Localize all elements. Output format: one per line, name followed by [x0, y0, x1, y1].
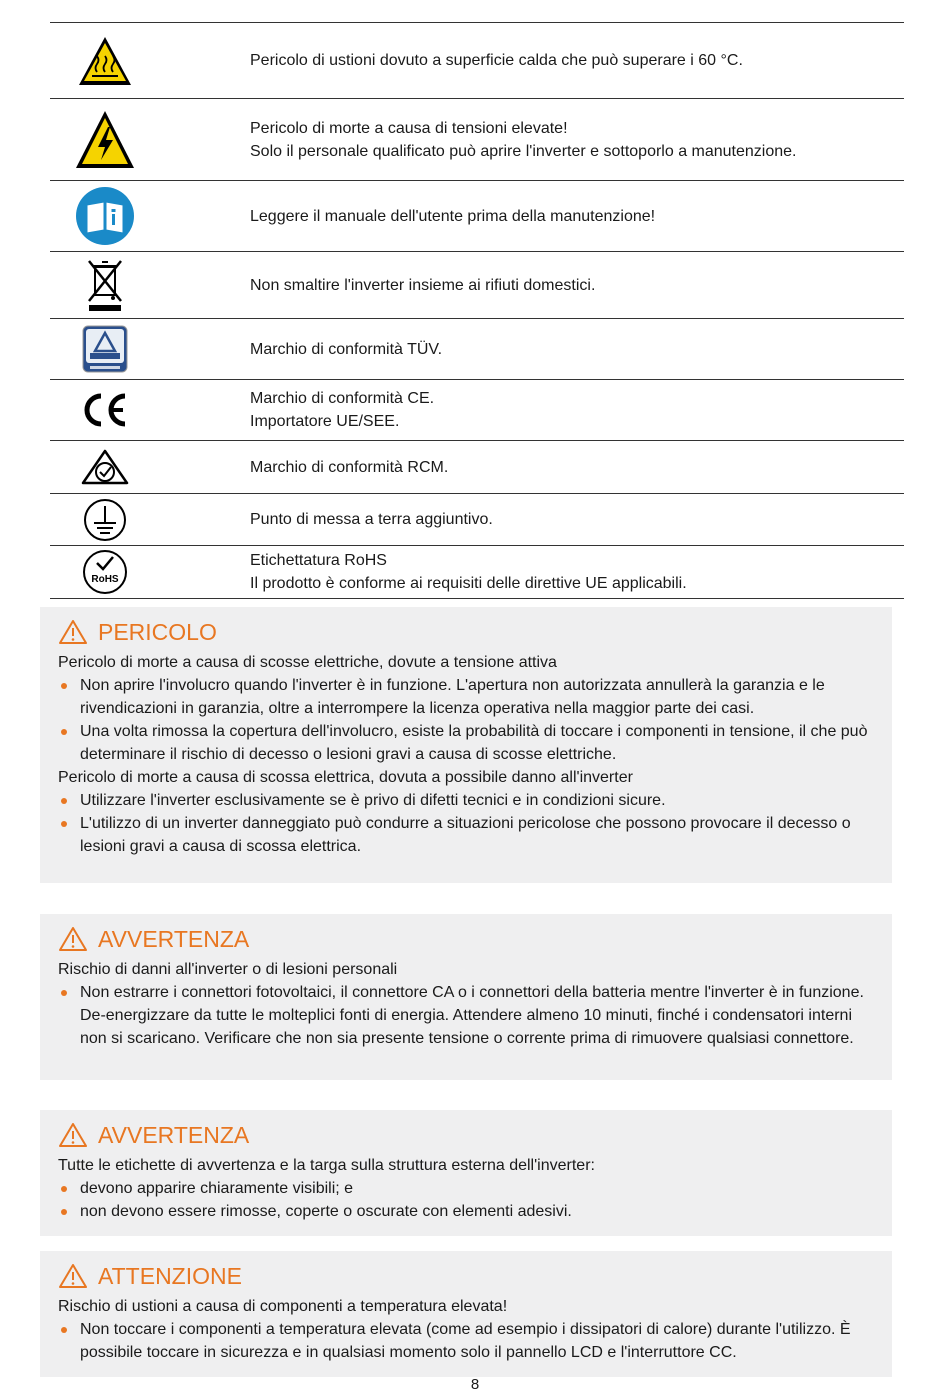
symbol-row-rohs: [50, 545, 904, 599]
rcm-mark-icon: [50, 448, 160, 486]
page-number: 8: [470, 1376, 480, 1393]
symbol-text-line: Marchio di conformità TÜV.: [250, 340, 443, 358]
high-voltage-icon: [50, 109, 160, 171]
hot-surface-icon: [50, 34, 160, 88]
symbol-row-weee: [50, 251, 904, 318]
svg-text:RoHS: RoHS: [91, 574, 119, 585]
symbol-text-line: Marchio di conformità CE.: [250, 390, 435, 407]
symbol-text-line: Leggere il manuale dell'utente prima della manutenzione!: [250, 207, 656, 225]
ce-mark-icon: [50, 391, 160, 429]
symbol-row-rcm: [50, 440, 904, 493]
warning-triangle-icon: [58, 619, 88, 645]
bullet-item: Una volta rimossa la copertura dell'involucro, esiste la probabilità di toccare i componenti in tensione, il che può determinare il rischio di decesso o lesioni gravi a causa di scosse elettriche.: [58, 720, 874, 766]
symbol-text-line: Il prodotto è conforme ai requisiti delle direttive UE applicabili.: [250, 575, 687, 592]
box-title: PERICOLO: [98, 619, 217, 645]
box-subtitle: Rischio di ustioni a causa di componenti a temperatura elevata!: [58, 1298, 508, 1315]
warning-triangle-icon: [58, 1122, 88, 1148]
symbol-text-line: Pericolo di ustioni dovuto a superficie calda che può superare i 60 °C.: [250, 52, 743, 69]
rohs-icon: [50, 549, 160, 595]
tuv-mark-icon: [50, 325, 160, 373]
symbol-text-line: Punto di messa a terra aggiuntivo.: [250, 511, 493, 528]
symbol-row-hot-surface: [50, 22, 904, 98]
box-title: AVVERTENZA: [98, 926, 250, 952]
bullet-item: Utilizzare l'inverter esclusivamente se è privo di difetti tecnici e in condizioni sicure.: [58, 789, 874, 812]
weee-bin-icon: [50, 257, 160, 313]
symbol-row-high-voltage: [50, 98, 904, 180]
symbol-row-ground: [50, 493, 904, 545]
warning-triangle-icon: [58, 1263, 88, 1289]
bullet-item: L'utilizzo di un inverter danneggiato può condurre a situazioni pericolose che possono provocare il decesso o lesioni gravi a causa di scossa elettrica.: [58, 812, 874, 858]
symbol-text-line: Etichettatura RoHS: [250, 552, 387, 569]
box-title: ATTENZIONE: [98, 1263, 242, 1289]
symbol-text-line: Non smaltire l'inverter insieme ai rifiuti domestici.: [250, 276, 596, 294]
bullet-item: Non toccare i componenti a temperatura elevata (come ad esempio i dissipatori di calore) durante l'utilizzo. È possibile toccare in sicurezza e in qualsiasi momento solo il pannello LCD e l'interruttore CC.: [58, 1318, 874, 1364]
box-title: AVVERTENZA: [98, 1122, 250, 1148]
caution-box: [40, 1251, 892, 1377]
ground-icon: [50, 498, 160, 542]
symbol-row-ce: [50, 379, 904, 440]
symbol-text-line: Solo il personale qualificato può aprire l'inverter e sottoporlo a manutenzione.: [250, 142, 797, 160]
warning-box-2: [40, 1110, 892, 1236]
symbol-row-tuv: [50, 318, 904, 379]
symbol-text-line: Marchio di conformità RCM.: [250, 458, 449, 476]
danger-box: [40, 607, 892, 883]
box-subtitle: Pericolo di morte a causa di scossa elettrica, dovuta a possibile danno all'inverter: [58, 769, 633, 786]
box-subtitle: Tutte le etichette di avvertenza e la targa sulla struttura esterna dell'inverter:: [58, 1157, 595, 1174]
symbol-row-manual: [50, 180, 904, 251]
bullet-item: devono apparire chiaramente visibili; e: [58, 1177, 874, 1200]
symbol-text-line: Pericolo di morte a causa di tensioni elevate!: [250, 119, 568, 137]
bullet-item: Non estrarre i connettori fotovoltaici, il connettore CA o i connettori della batteria mentre l'inverter è in funzione. De-energizzare da tutte le molteplici fonti di energia. Attendere almeno 10 minuti, finché i condensatori interni non si scaricano. Verificare che non sia presente tensione o corrente prima di rimuovere qualsiasi connettore.: [58, 981, 874, 1050]
symbols-table: [50, 22, 904, 599]
symbol-text-line: Importatore UE/SEE.: [250, 413, 400, 430]
warning-triangle-icon: [58, 926, 88, 952]
bullet-item: Non aprire l'involucro quando l'inverter è in funzione. L'apertura non autorizzata annullerà la garanzia e le rivendicazioni in garanzia, oltre a interrompere la licenza operativa nella maggior parte dei casi.: [58, 674, 874, 720]
box-subtitle: Pericolo di morte a causa di scosse elettriche, dovute a tensione attiva: [58, 654, 557, 671]
warning-box-1: [40, 914, 892, 1080]
read-manual-icon: [50, 186, 160, 246]
bullet-item: non devono essere rimosse, coperte o oscurate con elementi adesivi.: [58, 1200, 874, 1223]
box-subtitle: Rischio di danni all'inverter o di lesioni personali: [58, 961, 398, 978]
